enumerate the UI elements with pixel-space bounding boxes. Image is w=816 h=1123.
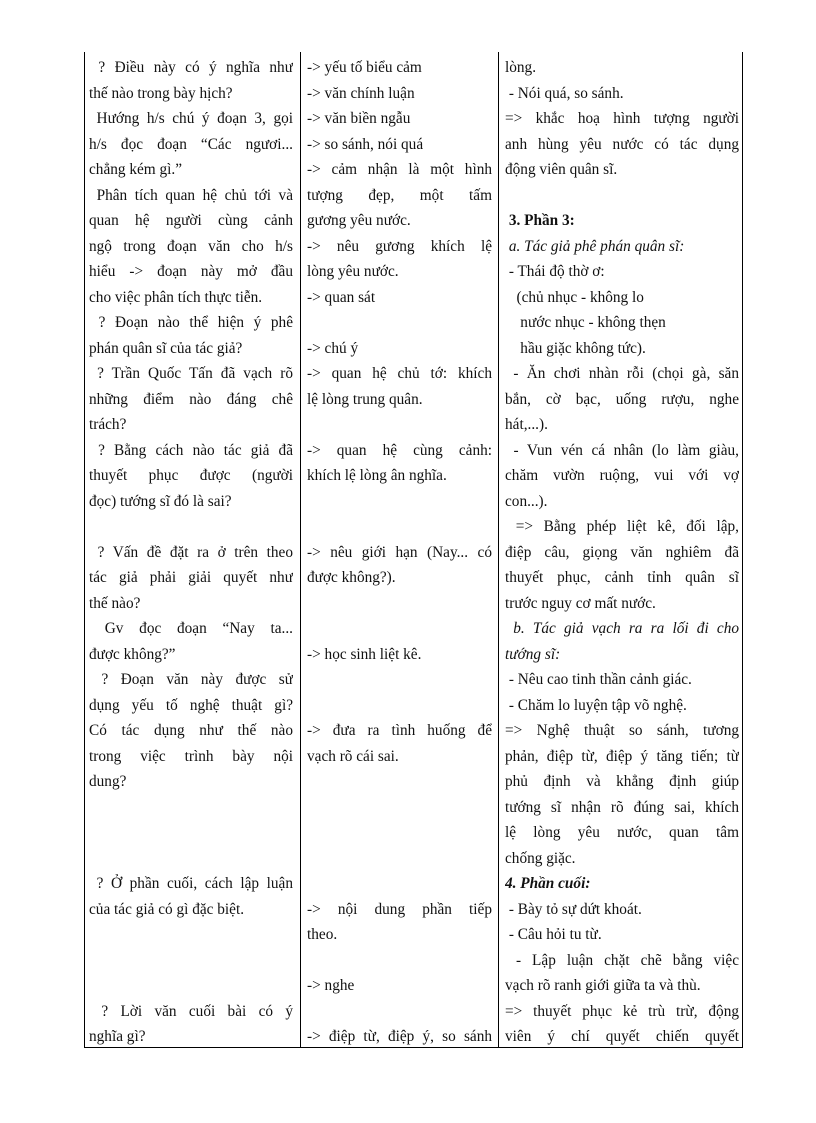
col3-line: hầu giặc không tức). bbox=[505, 339, 646, 357]
col3-line: phản, điệp từ, điệp ý tăng tiến; từ bbox=[505, 747, 739, 765]
col1-line: trong việc trình bày nội bbox=[89, 747, 293, 765]
col3-line: tướng sĩ: bbox=[505, 645, 561, 663]
content-column bbox=[498, 52, 745, 1047]
col3-line: bắn, cờ bạc, uống rượu, nghe bbox=[505, 390, 739, 408]
col2-line: lòng yêu nước. bbox=[307, 263, 399, 280]
col1-line: được không?” bbox=[89, 645, 176, 663]
col3-line: điệp câu, giọng văn nghiêm đã bbox=[505, 543, 739, 561]
col3-line: động viên quân sĩ. bbox=[505, 161, 618, 178]
col1-line: ngộ trong đoạn văn cho h/s bbox=[89, 237, 293, 255]
col1-line: cho việc phân tích thực tiễn. bbox=[89, 288, 263, 306]
col1-line: những điểm nào đáng chê bbox=[89, 390, 293, 408]
col3-line: b. Tác giả vạch ra ra lối đi cho bbox=[505, 620, 739, 637]
col2-line: -> nêu giới hạn (Nay... có bbox=[307, 543, 492, 561]
col1-line: nghĩa gì? bbox=[89, 1028, 146, 1045]
col3-line: chống giặc. bbox=[505, 849, 576, 867]
col3-line: thuyết phục, cảnh tỉnh quân sĩ bbox=[505, 569, 739, 586]
col1-line: trách? bbox=[89, 416, 127, 433]
col2-line: -> văn biền ngẫu bbox=[307, 110, 411, 127]
col2-line: vạch rõ cái sai. bbox=[307, 747, 399, 765]
col2-line: -> văn chính luận bbox=[307, 84, 415, 102]
col2-line: -> điệp từ, điệp ý, so sánh bbox=[307, 1028, 492, 1045]
col2-line: -> quan hệ chủ tớ: khích bbox=[307, 365, 492, 382]
col2-line: tượng đẹp, một tấm bbox=[307, 186, 492, 204]
col2-line: -> quan hệ cùng cảnh: bbox=[307, 441, 492, 459]
col1-line: phán quân sĩ của tác giả? bbox=[89, 339, 243, 357]
col1-line: hiểu -> đoạn này mở đầu bbox=[89, 263, 293, 280]
col3-line: - Nói quá, so sánh. bbox=[505, 84, 624, 102]
col1-line: ? Điều này có ý nghĩa như bbox=[89, 59, 293, 76]
student-activity-column bbox=[300, 52, 497, 1047]
col1-line: Hướng h/s chú ý đoạn 3, gọi bbox=[89, 110, 293, 127]
col1-line: Phân tích quan hệ chủ tới và bbox=[89, 186, 293, 204]
col1-line: thuyết phục được (người bbox=[89, 467, 293, 484]
col3-line: (chủ nhục - không lo bbox=[505, 288, 644, 306]
col2-line: -> nêu gương khích lệ bbox=[307, 237, 492, 255]
teacher-activity-column bbox=[85, 52, 298, 1047]
col3-line: - Chăm lo luyện tập võ nghệ. bbox=[505, 696, 687, 714]
col3-line: => khắc hoạ hình tượng người bbox=[505, 110, 739, 127]
col2-line: -> nghe bbox=[307, 977, 355, 994]
col2-line: khích lệ lòng ân nghĩa. bbox=[307, 467, 447, 484]
col3-line: chăm vườn ruộng, vui với vợ bbox=[505, 467, 739, 484]
col2-line: được không?). bbox=[307, 569, 396, 586]
col3-line: anh hùng yêu nước có tác dụng bbox=[505, 135, 739, 153]
col1-line: dụng yếu tố nghệ thuật gì? bbox=[89, 696, 293, 714]
col3-line: => Nghệ thuật so sánh, tương bbox=[505, 722, 739, 739]
col3-line: 4. Phần cuối: bbox=[505, 875, 591, 892]
col2-line: lệ lòng trung quân. bbox=[307, 390, 423, 408]
col3-line: - Lập luận chặt chẽ bằng việc bbox=[505, 951, 739, 969]
col1-line: ? Lời văn cuối bài có ý bbox=[89, 1002, 293, 1020]
col1-line: tác giả phải giải quyết như bbox=[89, 569, 293, 586]
col2-line: -> đưa ra tình huống để bbox=[307, 722, 492, 739]
col1-line: chẳng kém gì.” bbox=[89, 161, 183, 178]
col3-line: a. Tác giả phê phán quân sĩ: bbox=[505, 237, 685, 255]
col2-line: -> so sánh, nói quá bbox=[307, 135, 424, 153]
col2-line: -> quan sát bbox=[307, 288, 376, 306]
col3-line: lệ lòng yêu nước, quan tâm bbox=[505, 824, 739, 841]
col1-line: quan hệ người cùng cảnh bbox=[89, 212, 293, 229]
col2-line: theo. bbox=[307, 926, 338, 943]
col3-line: - Ăn chơi nhàn rỗi (chọi gà, săn bbox=[505, 365, 739, 382]
col3-line: - Câu hỏi tu từ. bbox=[505, 926, 602, 943]
col1-line: ? Ở phần cuối, cách lập luận bbox=[89, 875, 293, 892]
col3-line: tướng sĩ nhận rõ đúng sai, khích bbox=[505, 798, 739, 816]
col3-line: 3. Phần 3: bbox=[505, 212, 575, 229]
col3-line: hát,...). bbox=[505, 416, 548, 433]
col2-line: gương yêu nước. bbox=[307, 212, 411, 229]
col3-line: con...). bbox=[505, 492, 548, 510]
col1-line: thế nào trong bày hịch? bbox=[89, 84, 233, 102]
col1-line: Gv đọc đoạn “Nay ta... bbox=[89, 620, 293, 637]
col2-line: -> cảm nhận là một hình bbox=[307, 161, 492, 178]
col3-line: lòng. bbox=[505, 59, 537, 76]
col1-line: của tác giả có gì đặc biệt. bbox=[89, 900, 245, 918]
col3-line: nước nhục - không thẹn bbox=[505, 314, 666, 331]
col3-line: => Bằng phép liệt kê, đối lập, bbox=[505, 518, 739, 535]
col2-line: -> yếu tố biểu cảm bbox=[307, 59, 422, 76]
col3-line: viên ý chí quyết chiến quyết bbox=[505, 1028, 739, 1045]
col3-line: - Thái độ thờ ơ: bbox=[505, 263, 605, 280]
col1-line: thế nào? bbox=[89, 594, 141, 612]
col1-line: ? Đoạn văn này được sử bbox=[89, 671, 293, 688]
col1-line: ? Vấn đề đặt ra ở trên theo bbox=[89, 543, 293, 561]
col3-line: - Bày tỏ sự dứt khoát. bbox=[505, 900, 642, 918]
col2-line: -> nội dung phần tiếp bbox=[307, 900, 492, 918]
col3-line: - Vun vén cá nhân (lo làm giàu, bbox=[505, 441, 739, 459]
col2-line: -> học sinh liệt kê. bbox=[307, 645, 422, 663]
lesson-table bbox=[84, 52, 743, 1048]
col3-line: vạch rõ ranh giới giữa ta và thù. bbox=[505, 977, 701, 994]
col3-line: phủ định và khẳng định giúp bbox=[505, 773, 739, 790]
col1-line: ? Đoạn nào thể hiện ý phê bbox=[89, 314, 293, 331]
col3-line: trước nguy cơ mất nước. bbox=[505, 594, 656, 612]
col1-line: ? Bằng cách nào tác giả đã bbox=[89, 441, 293, 459]
col1-line: h/s đọc đoạn “Các ngươi... bbox=[89, 135, 293, 153]
col2-line: -> chú ý bbox=[307, 339, 359, 357]
col3-line: - Nêu cao tinh thần cảnh giác. bbox=[505, 671, 692, 688]
col1-line: đọc) tướng sĩ đó là sai? bbox=[89, 492, 232, 510]
col3-line: => thuyết phục kẻ trù trừ, động bbox=[505, 1002, 739, 1020]
col1-line: Có tác dụng như thế nào bbox=[89, 722, 293, 739]
col1-line: ? Trần Quốc Tấn đã vạch rõ bbox=[89, 365, 293, 382]
col1-line: dung? bbox=[89, 773, 127, 790]
